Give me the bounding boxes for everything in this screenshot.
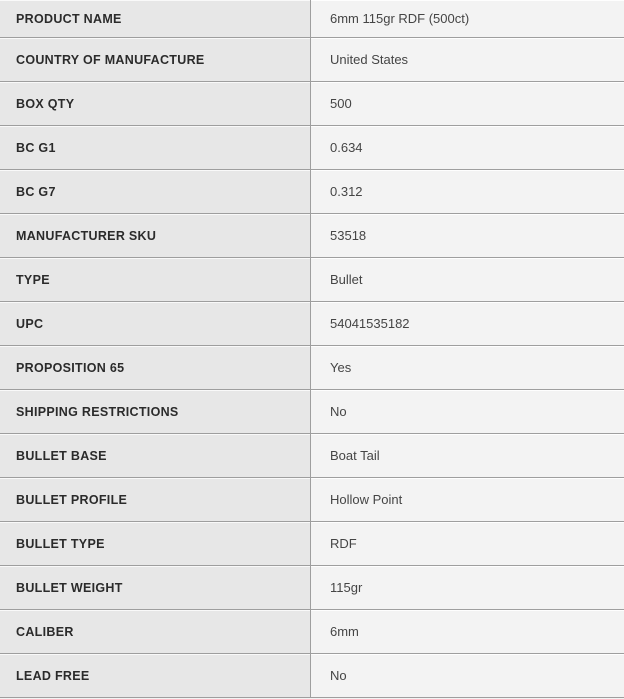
spec-value: 115gr	[311, 566, 624, 609]
spec-row	[0, 654, 624, 698]
spec-label: BULLET TYPE	[0, 522, 311, 565]
spec-value: United States	[311, 38, 624, 81]
spec-row	[0, 170, 624, 214]
spec-label: LEAD FREE	[0, 654, 311, 697]
spec-row	[0, 82, 624, 126]
spec-row	[0, 522, 624, 566]
spec-label: UPC	[0, 302, 311, 345]
spec-row	[0, 610, 624, 654]
spec-row	[0, 258, 624, 302]
spec-label: BULLET BASE	[0, 434, 311, 477]
spec-value: Hollow Point	[311, 478, 624, 521]
spec-value: 500	[311, 82, 624, 125]
spec-row	[0, 38, 624, 82]
spec-label: TYPE	[0, 258, 311, 301]
spec-row	[0, 346, 624, 390]
spec-value: 53518	[311, 214, 624, 257]
spec-value: 0.634	[311, 126, 624, 169]
spec-label: BC G1	[0, 126, 311, 169]
spec-label: BC G7	[0, 170, 311, 213]
spec-value: 0.312	[311, 170, 624, 213]
spec-row	[0, 302, 624, 346]
spec-row	[0, 390, 624, 434]
spec-row	[0, 0, 624, 38]
spec-label: BULLET WEIGHT	[0, 566, 311, 609]
spec-label: PROPOSITION 65	[0, 346, 311, 389]
spec-label: BULLET PROFILE	[0, 478, 311, 521]
spec-value: RDF	[311, 522, 624, 565]
spec-row	[0, 126, 624, 170]
spec-value: No	[311, 654, 624, 697]
spec-value: 54041535182	[311, 302, 624, 345]
spec-value: 6mm	[311, 610, 624, 653]
spec-row	[0, 566, 624, 610]
spec-row	[0, 214, 624, 258]
spec-label: BOX QTY	[0, 82, 311, 125]
spec-label: CALIBER	[0, 610, 311, 653]
spec-row	[0, 478, 624, 522]
spec-value: Bullet	[311, 258, 624, 301]
spec-value: Yes	[311, 346, 624, 389]
spec-value: Boat Tail	[311, 434, 624, 477]
spec-label: SHIPPING RESTRICTIONS	[0, 390, 311, 433]
spec-row	[0, 434, 624, 478]
spec-value: 6mm 115gr RDF (500ct)	[311, 0, 624, 37]
spec-label: MANUFACTURER SKU	[0, 214, 311, 257]
spec-label: COUNTRY OF MANUFACTURE	[0, 38, 311, 81]
spec-label: PRODUCT NAME	[0, 0, 311, 37]
spec-value: No	[311, 390, 624, 433]
